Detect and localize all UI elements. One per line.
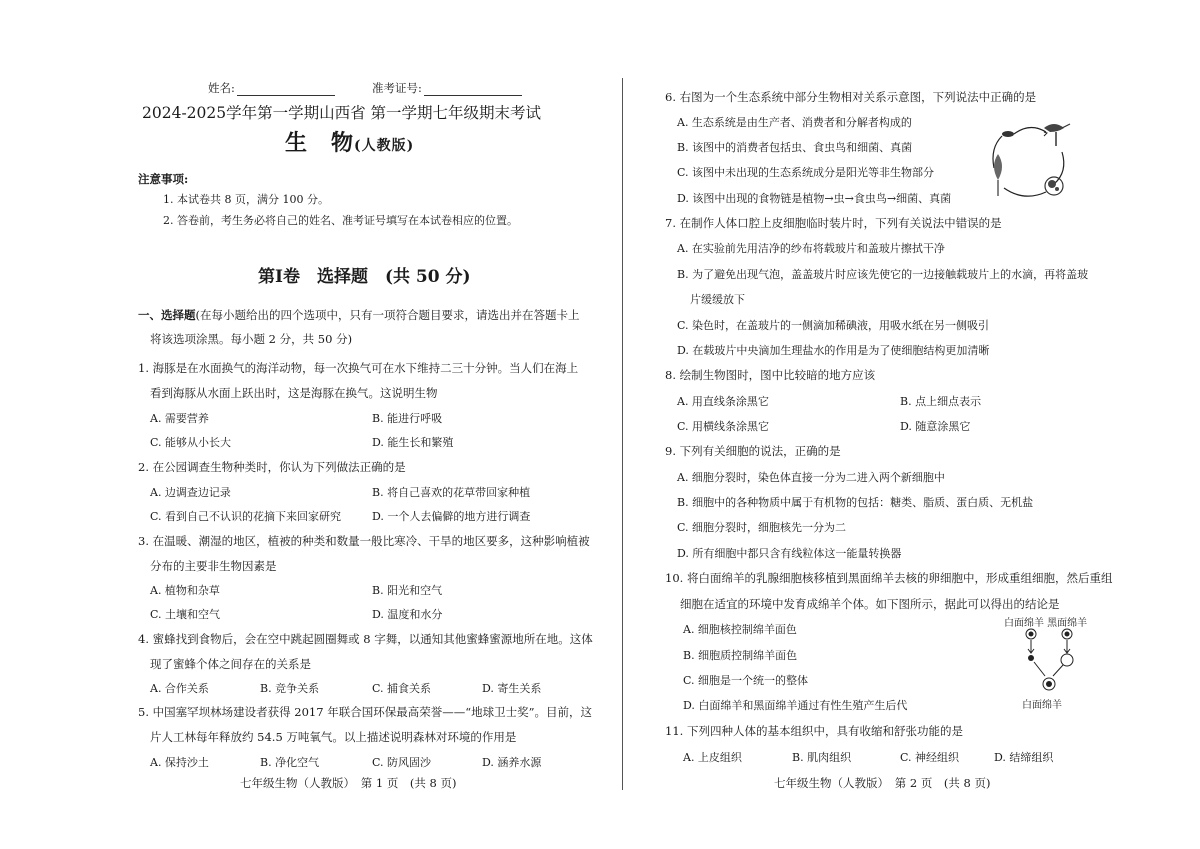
q7-option-d: D. 在载玻片中央滴加生理盐水的作用是为了使细胞结构更加清晰 xyxy=(677,344,990,357)
q8-option-c: C. 用横线条涂黑它 xyxy=(677,420,770,433)
q6-option-a: A. 生态系统是由生产者、消费者和分解者构成的 xyxy=(677,116,912,129)
ecosystem-diagram xyxy=(984,118,1076,204)
bird-icon xyxy=(1044,124,1064,132)
q1-option-c: C. 能够从小长大 xyxy=(150,436,232,449)
subject-title: 生 物(人教版) xyxy=(285,130,415,156)
page-footer-right: 七年级生物（人教版） 第 2 页 (共 8 页) xyxy=(774,776,991,790)
question-9: 9. 下列有关细胞的说法，正确的是 xyxy=(665,444,841,458)
q2-option-d: D. 一个人去偏僻的地方进行调查 xyxy=(372,510,531,523)
arrow-bird-to-decomposer xyxy=(1054,152,1064,184)
question-6: 6. 右图为一个生态系统中部分生物相对关系示意图，下列说法中正确的是 xyxy=(665,90,1037,104)
note-1: 1. 本试卷共 8 页，满分 100 分。 xyxy=(163,193,329,206)
nucleus-icon xyxy=(1028,655,1034,661)
question-4: 4. 蜜蜂找到食物后，会在空中跳起圆圈舞或 8 字舞，以通知其他蜜蜂蜜源地所在地。这体 xyxy=(138,632,593,646)
arrow-insect-to-bird xyxy=(1014,127,1046,134)
cloning-fig-label-bottom: 白面绵羊 xyxy=(1022,700,1062,711)
q11-option-c: C. 神经组织 xyxy=(900,751,960,764)
q10-option-d: D. 白面绵羊和黑面绵羊通过有性生殖产生后代 xyxy=(683,699,908,712)
q7-option-c: C. 染色时，在盖玻片的一侧滴加稀碘液，用吸水纸在另一侧吸引 xyxy=(677,319,990,332)
section-instruction-2: 将该选项涂黑。每小题 2 分，共 50 分) xyxy=(150,332,353,346)
section-instruction: 一、选择题(在每小题给出的四个选项中，只有一项符合题目要求，请选出并在答题卡上 xyxy=(138,308,580,322)
question-5-line2: 片人工林每年释放约 54.5 万吨氧气。以上描述说明森林对环境的作用是 xyxy=(150,730,517,744)
question-8: 8. 绘制生物图时，图中比较暗的地方应该 xyxy=(665,368,876,382)
q2-option-b: B. 将自己喜欢的花草带回家种植 xyxy=(372,486,531,499)
question-7: 7. 在制作人体口腔上皮细胞临时装片时，下列有关说法中错误的是 xyxy=(665,216,1002,230)
q5-option-b: B. 净化空气 xyxy=(260,756,320,769)
q2-option-a: A. 边调查边记录 xyxy=(150,486,231,499)
q10-option-b: B. 细胞质控制绵羊面色 xyxy=(683,649,798,662)
enucleated-egg-icon xyxy=(1061,654,1073,666)
q5-option-c: C. 防风固沙 xyxy=(372,756,432,769)
question-2: 2. 在公园调查生物种类时，你认为下列做法正确的是 xyxy=(138,460,406,474)
q3-option-b: B. 阳光和空气 xyxy=(372,584,443,597)
name-field: 姓名: xyxy=(208,80,335,96)
q6-option-c: C. 该图中未出现的生态系统成分是阳光等非生物部分 xyxy=(677,166,935,179)
cloning-fig-label-top: 白面绵羊 黑面绵羊 xyxy=(1004,618,1088,629)
q4-option-a: A. 合作关系 xyxy=(150,682,209,695)
page-divider xyxy=(622,78,623,790)
insect-icon xyxy=(1002,131,1014,137)
question-3: 3. 在温暖、潮湿的地区，植被的种类和数量一般比寒冷、干旱的地区要多，这种影响植被 xyxy=(138,534,590,548)
q6-option-d: D. 该图中出现的食物链是植物→虫→食虫鸟→细菌、真菌 xyxy=(677,192,952,205)
q3-option-a: A. 植物和杂草 xyxy=(150,584,220,597)
name-blank xyxy=(237,83,335,96)
q11-option-b: B. 肌肉组织 xyxy=(792,751,852,764)
question-4-line2: 现了蜜蜂个体之间存在的关系是 xyxy=(150,657,311,671)
section-title: 第Ⅰ卷 选择题 (共 50 分) xyxy=(258,267,471,287)
question-10-line2: 细胞在适宜的环境中发育成绵羊个体。如下图所示，据此可以得出的结论是 xyxy=(680,597,1060,611)
q10-option-a: A. 细胞核控制绵羊面色 xyxy=(683,623,797,636)
question-3-line2: 分布的主要非生物因素是 xyxy=(150,559,277,573)
q4-option-c: C. 捕食关系 xyxy=(372,682,432,695)
q9-option-d: D. 所有细胞中都只含有线粒体这一能量转换器 xyxy=(677,547,902,560)
arrowhead-1-icon xyxy=(1044,132,1047,136)
q5-option-d: D. 涵养水源 xyxy=(482,756,542,769)
q2-option-c: C. 看到自己不认识的花摘下来回家研究 xyxy=(150,510,342,523)
question-5: 5. 中国塞罕坝林场建设者获得 2017 年联合国环保最高荣誉——“地球卫士奖”。目前，这 xyxy=(138,705,592,719)
notes-heading: 注意事项: xyxy=(138,172,189,186)
plant-icon xyxy=(994,154,1002,180)
q7-option-a: A. 在实验前先用洁净的纱布将载玻片和盖玻片擦拭干净 xyxy=(677,242,945,255)
question-11: 11. 下列四种人体的基本组织中，具有收缩和舒张功能的是 xyxy=(665,724,963,738)
q7-option-b-line2: 片缓缓放下 xyxy=(690,293,745,306)
q9-option-a: A. 细胞分裂时，染色体直接一分为二进入两个新细胞中 xyxy=(677,471,945,484)
q8-option-d: D. 随意涂黑它 xyxy=(900,420,971,433)
q1-option-d: D. 能生长和繁殖 xyxy=(372,436,454,449)
q4-option-b: B. 竞争关系 xyxy=(260,682,320,695)
exam-id-blank xyxy=(424,83,522,96)
question-1: 1. 海豚是在水面换气的海洋动物，每一次换气可在水下维持二三十分钟。当人们在海上 xyxy=(138,361,579,375)
exam-title: 2024-2025学年第一学期山西省 第一学期七年级期末考试 xyxy=(142,104,542,122)
page-footer-left: 七年级生物（人教版） 第 1 页 (共 8 页) xyxy=(240,776,457,790)
note-2: 2. 答卷前，考生务必将自己的姓名、准考证号填写在本试卷相应的位置。 xyxy=(163,214,518,227)
q1-option-a: A. 需要营养 xyxy=(150,412,209,425)
q4-option-d: D. 寄生关系 xyxy=(482,682,542,695)
q8-option-a: A. 用直线条涂黑它 xyxy=(677,395,769,408)
q6-option-b: B. 该图中的消费者包括虫、食虫鸟和细菌、真菌 xyxy=(677,141,913,154)
question-10: 10. 将白面绵羊的乳腺细胞核移植到黑面绵羊去核的卵细胞中，形成重组细胞，然后重组 xyxy=(665,571,1113,585)
q11-option-a: A. 上皮组织 xyxy=(683,751,742,764)
q9-option-c: C. 细胞分裂时，细胞核先一分为二 xyxy=(677,521,847,534)
cloning-diagram xyxy=(1019,628,1099,694)
q3-option-c: C. 土壤和空气 xyxy=(150,608,221,621)
q9-option-b: B. 细胞中的各种物质中属于有机物的包括：糖类、脂质、蛋白质、无机盐 xyxy=(677,496,1034,509)
question-1-line2: 看到海豚从水面上跃出时，这是海豚在换气。这说明生物 xyxy=(150,386,438,400)
arrow-decomposer-to-plant xyxy=(1004,188,1046,196)
exam-id-field: 准考证号: xyxy=(372,80,522,96)
q7-option-b: B. 为了避免出现气泡，盖盖玻片时应该先使它的一边接触载玻片上的水滴，再将盖玻 xyxy=(677,268,1089,281)
q3-option-d: D. 温度和水分 xyxy=(372,608,443,621)
q11-option-d: D. 结缔组织 xyxy=(994,751,1054,764)
q1-option-b: B. 能进行呼吸 xyxy=(372,412,443,425)
q5-option-a: A. 保持沙土 xyxy=(150,756,209,769)
q8-option-b: B. 点上细点表示 xyxy=(900,395,982,408)
exam-page-2 xyxy=(624,0,1200,849)
q10-option-c: C. 细胞是一个统一的整体 xyxy=(683,674,809,687)
